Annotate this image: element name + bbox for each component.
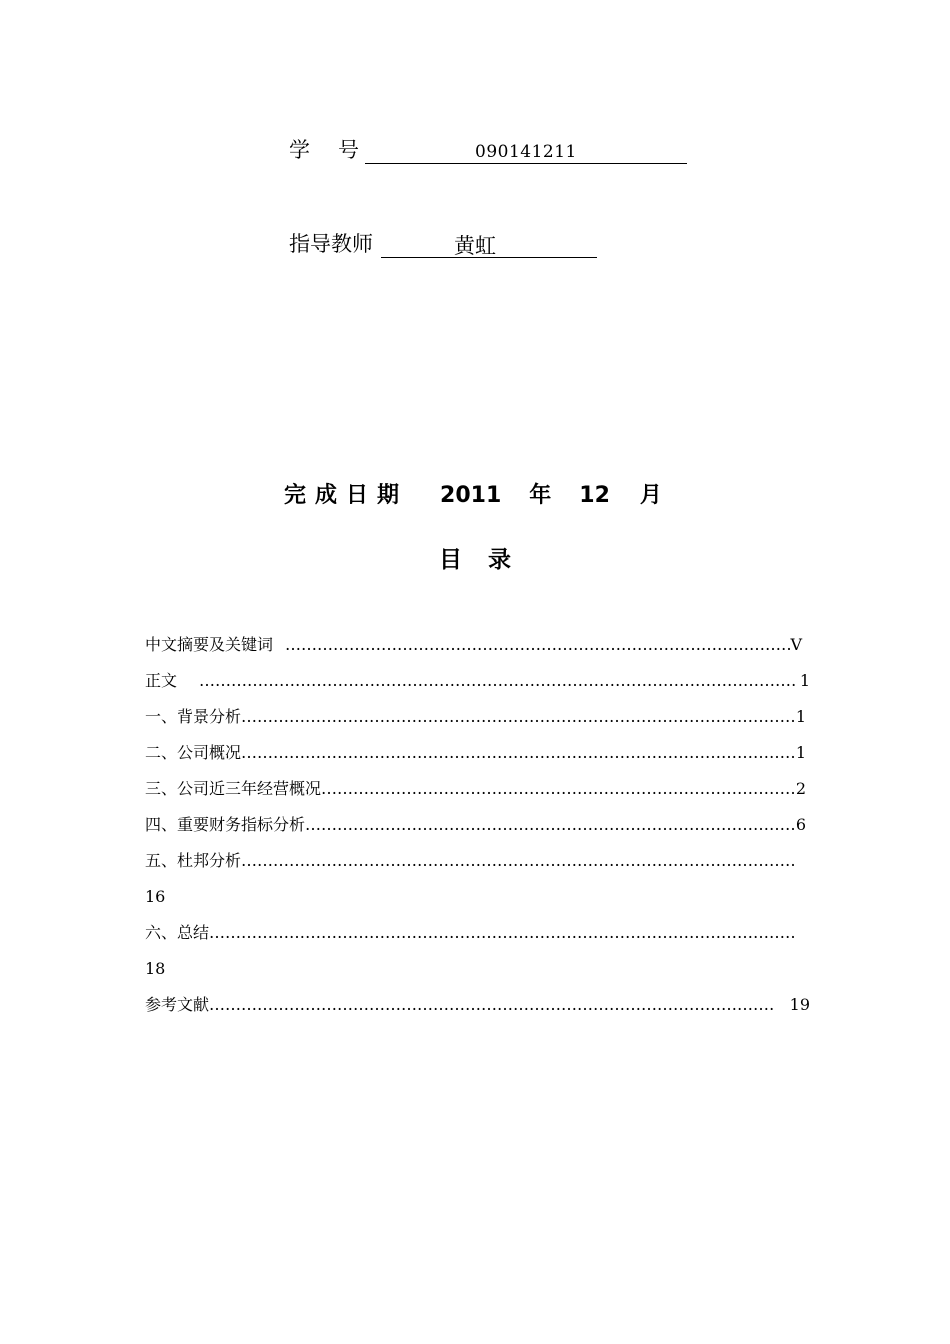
toc-entry[interactable] <box>145 807 810 843</box>
student-id-row <box>289 136 687 164</box>
toc-entry-continuation <box>145 951 810 987</box>
toc-entry-page: 18 <box>145 959 166 978</box>
toc-entry-label: 二、公司概况 <box>145 743 242 762</box>
student-id-value: 090141211 <box>475 142 577 162</box>
toc-entry-label: 一、背景分析 <box>145 707 242 726</box>
toc-entry-label: 五、杜邦分析 <box>145 851 242 870</box>
toc-entry-label: 三、公司近三年经营概况 <box>145 779 322 798</box>
toc-entry-label: 四、重要财务指标分析 <box>145 815 306 834</box>
toc-leader-dots <box>321 771 796 807</box>
toc-leader-dots <box>285 627 790 663</box>
toc-entry-continuation <box>145 879 810 915</box>
advisor-row <box>289 230 597 258</box>
toc-entry[interactable] <box>145 987 810 1023</box>
toc-leader-dots <box>241 699 796 735</box>
toc-leader-dots <box>305 807 796 843</box>
toc-list <box>145 627 810 1023</box>
toc-entry-page: 1 <box>799 671 810 690</box>
toc-leader-dots <box>199 663 796 699</box>
toc-entry-label: 中文摘要及关键词 <box>145 635 274 654</box>
completion-date-row <box>284 478 662 509</box>
student-id-underline <box>365 139 687 164</box>
advisor-underline <box>381 233 597 258</box>
advisor-value: 黄虹 <box>454 234 496 258</box>
toc-leader-dots <box>209 987 776 1023</box>
completion-month: 12 <box>579 483 610 508</box>
toc-title: 目录 <box>439 547 537 573</box>
toc-entry[interactable] <box>145 663 810 699</box>
completion-month-unit: 月 <box>639 483 662 508</box>
completion-year-unit: 年 <box>529 483 552 508</box>
toc-entry-page: 2 <box>795 779 806 798</box>
completion-date-label: 完成日期 <box>284 483 409 508</box>
completion-year: 2011 <box>440 483 502 508</box>
toc-entry-page: 1 <box>795 743 806 762</box>
toc-entry-label: 正文 <box>145 671 178 690</box>
toc-entry-page: 1 <box>795 707 806 726</box>
toc-leader-dots <box>209 915 794 951</box>
toc-entry[interactable] <box>145 843 810 879</box>
toc-entry[interactable] <box>145 735 810 771</box>
toc-leader-dots <box>241 843 794 879</box>
toc-entry-label: 参考文献 <box>145 995 210 1014</box>
toc-entry-label: 六、总结 <box>145 923 210 942</box>
toc-entry-page: 6 <box>795 815 806 834</box>
toc-entry[interactable] <box>145 915 810 951</box>
toc-entry[interactable] <box>145 771 810 807</box>
toc-entry-page: V <box>790 635 802 654</box>
advisor-label: 指导教师 <box>289 232 373 256</box>
toc-entry-page: 16 <box>145 887 166 906</box>
student-id-label: 学号 <box>289 138 387 162</box>
toc-entry-page: 19 <box>789 995 810 1014</box>
toc-entry[interactable] <box>145 627 810 663</box>
toc-leader-dots <box>241 735 796 771</box>
toc-entry[interactable] <box>145 699 810 735</box>
